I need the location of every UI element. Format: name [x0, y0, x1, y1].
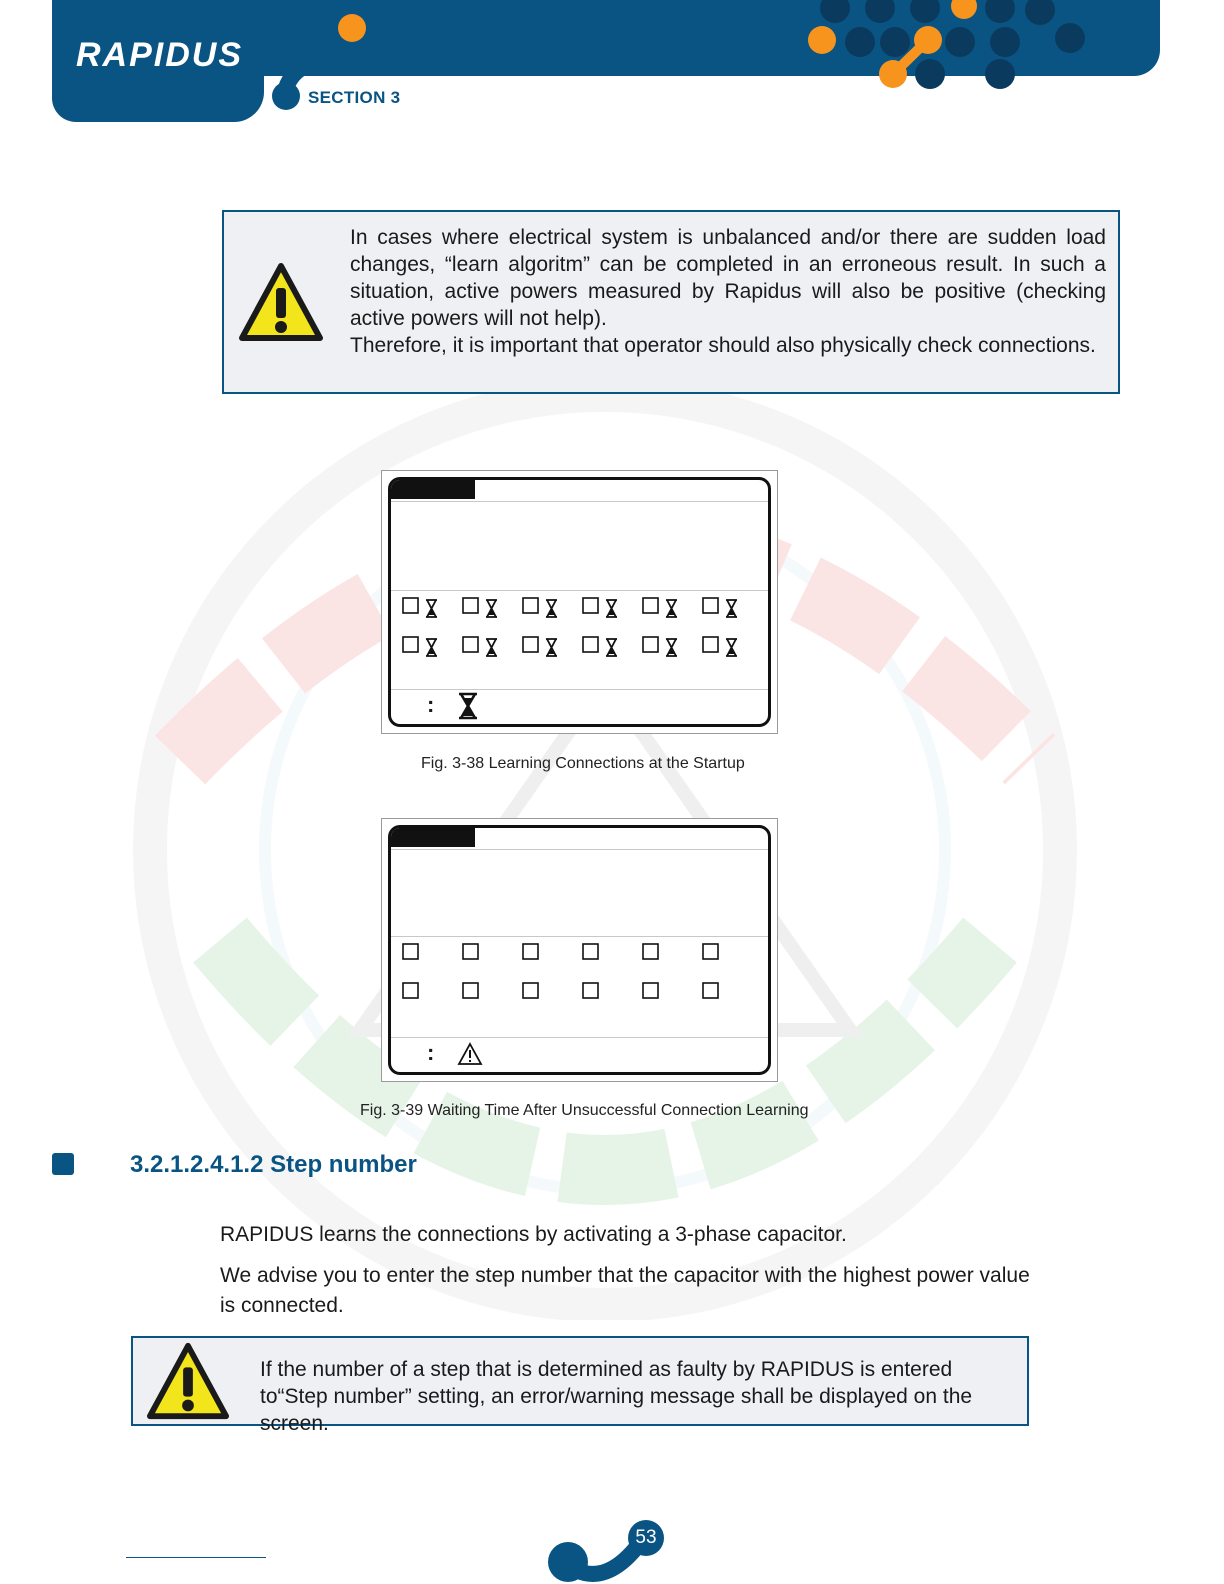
step-checkbox-icon [703, 637, 718, 652]
warning-1-paragraph-2: Therefore, it is important that operator should also physically check connections. [350, 334, 1096, 357]
status-colon: : [427, 1040, 435, 1065]
section-heading: 3.2.1.2.4.1.2 Step number [130, 1151, 417, 1178]
lcd-status-bar [391, 689, 768, 724]
step-indicator [403, 637, 437, 656]
warning-box-1 [222, 210, 1120, 394]
section-label: SECTION 3 [308, 88, 401, 107]
step-indicator [463, 637, 497, 656]
heading-marker [52, 1153, 74, 1175]
step-checkbox-icon [583, 598, 598, 613]
warning-outline-icon [457, 1042, 483, 1066]
step-indicator [523, 598, 557, 617]
step-indicator [643, 944, 658, 959]
step-indicator [463, 598, 497, 617]
step-indicator [703, 598, 737, 617]
step-indicator [463, 944, 478, 959]
body-paragraph-2: We advise you to enter the step number that the capacitor with the highest power value is connected. [220, 1264, 1030, 1317]
step-indicator [523, 983, 538, 998]
step-checkbox-icon [403, 944, 418, 959]
lcd-frame [388, 825, 771, 1075]
step-grid-learning [391, 590, 771, 690]
step-checkbox-icon [403, 598, 418, 613]
step-checkbox-icon [523, 637, 538, 652]
step-checkbox-icon [463, 637, 478, 652]
step-checkbox-icon [463, 598, 478, 613]
step-checkbox-icon [463, 983, 478, 998]
figure-1-caption: Fig. 3-38 Learning Connections at the Startup [421, 755, 745, 772]
page-number: 53 [628, 1520, 664, 1556]
step-indicator [643, 637, 677, 656]
step-indicator [403, 983, 418, 998]
step-checkbox-icon [703, 598, 718, 613]
warning-box-2 [131, 1336, 1029, 1435]
step-checkbox-icon [463, 944, 478, 959]
figure-2-caption: Fig. 3-39 Waiting Time After Unsuccessful Connection Learning [360, 1102, 809, 1119]
step-checkbox-icon [703, 944, 718, 959]
footer-rule [126, 1557, 266, 1558]
status-colon: : [427, 692, 435, 717]
lcd-screen-learning [381, 470, 778, 734]
step-checkbox-icon [643, 944, 658, 959]
step-checkbox-icon [643, 598, 658, 613]
step-checkbox-icon [643, 637, 658, 652]
hourglass-icon [457, 692, 479, 720]
body-paragraph-1: RAPIDUS learns the connections by activating a 3-phase capacitor. [220, 1223, 847, 1246]
step-checkbox-icon [703, 983, 718, 998]
warning-2-text: If the number of a step that is determined as faulty by RAPIDUS is entered to“Step number” setting, an error/warning message shall be displayed on the screen. [260, 1358, 973, 1435]
step-checkbox-icon [583, 983, 598, 998]
warning-1-text [350, 224, 1106, 359]
step-checkbox-icon [583, 944, 598, 959]
step-indicator [643, 983, 658, 998]
lcd-frame [388, 477, 771, 727]
lcd-divider [391, 501, 768, 502]
lcd-title-bar [391, 828, 475, 847]
step-indicator [523, 944, 538, 959]
warning-triangle-icon [238, 260, 324, 346]
step-indicator [523, 637, 557, 656]
step-indicator [703, 944, 718, 959]
step-checkbox-icon [643, 983, 658, 998]
step-checkbox-icon [583, 637, 598, 652]
step-indicator [463, 983, 478, 998]
step-indicator [703, 983, 718, 998]
lcd-divider [391, 849, 768, 850]
lcd-screen-waiting [381, 818, 778, 1082]
lcd-status-bar [391, 1037, 768, 1072]
step-checkbox-icon [523, 944, 538, 959]
step-grid-waiting [391, 936, 771, 1036]
step-indicator [403, 944, 418, 959]
step-checkbox-icon [523, 983, 538, 998]
warning-triangle-icon [145, 1340, 231, 1424]
step-indicator [643, 598, 677, 617]
step-indicator [583, 944, 598, 959]
step-checkbox-icon [523, 598, 538, 613]
step-indicator [583, 637, 617, 656]
lcd-title-bar [391, 480, 475, 499]
step-checkbox-icon [403, 637, 418, 652]
rapidus-logo: RAPIDUS [76, 36, 244, 74]
step-checkbox-icon [403, 983, 418, 998]
step-indicator [703, 637, 737, 656]
step-indicator [583, 983, 598, 998]
warning-1-paragraph-1: In cases where electrical system is unbalanced and/or there are sudden load changes, “learn algoritm” can be completed in an erroneous result. In such a situation, active powers measured by Rapidus will also be positive (checking active powers will not help). [350, 226, 1106, 330]
step-indicator [403, 598, 437, 617]
step-indicator [583, 598, 617, 617]
